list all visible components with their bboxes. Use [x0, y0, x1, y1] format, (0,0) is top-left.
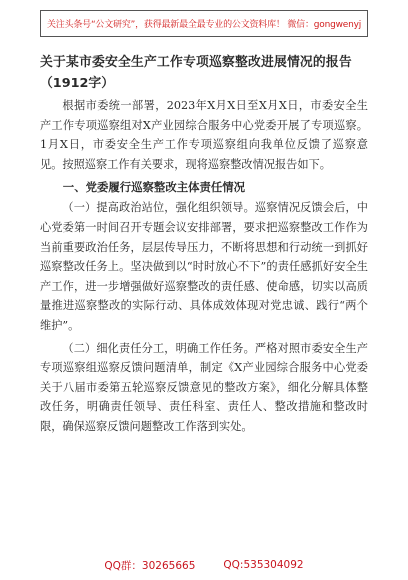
section-heading: 一、党委履行巡察整改主体责任情况	[62, 180, 246, 195]
intro-paragraph: 根据市委统一部署，2023年X月X日至X月X日，市委安全生产工作专项巡察组对X产业园综合服务中心党委开展了专项巡察。1月X日，市委安全生产工作专项巡察组向我单位反馈了巡察意见。按照巡察工作有关要求，现将巡察整改情况报告如下。	[40, 99, 368, 171]
document-title: 关于某市委安全生产工作专项巡察整改进展情况的报告	[40, 55, 352, 70]
qq-group-text: QQ群：30265665	[104, 559, 196, 572]
document-body	[40, 53, 368, 437]
promo-banner: 关注头条号“公文研究”，获得最新最全最专业的公文资料库！ 微信：gongwenyj	[40, 10, 368, 37]
paragraph-1: （一）提高政治站位，强化组织领导。巡察情况反馈会后，中心党委第一时间召开专题会议安排部署，要求把巡察整改工作作为当前重要政治任务，层层传导压力，不断将思想和行动统一到抓好巡察整改任务上。坚决做到以“时时放心不下”的责任感抓好安全生产工作，进一步增强做好巡察整改的责任感、使命感，切实以高质量推进巡察整改的实际行动、具体成效体现对党忠诚、践行“两个维护”。	[40, 201, 368, 332]
footer-contact	[40, 557, 368, 573]
word-count: （1912字）	[40, 76, 115, 91]
qq-text: QQ:535304092	[223, 559, 304, 571]
paragraph-2: （二）细化责任分工，明确工作任务。严格对照市委安全生产专项巡察组巡察反馈问题清单，制定《X产业园综合服务中心党委关于八届市委第五轮巡察反馈意见的整改方案》，细化分解具体整改任务，明确责任领导、责任科室、责任人、整改措施和整改时限，确保巡察反馈问题整改工作落到实处。	[40, 341, 368, 433]
